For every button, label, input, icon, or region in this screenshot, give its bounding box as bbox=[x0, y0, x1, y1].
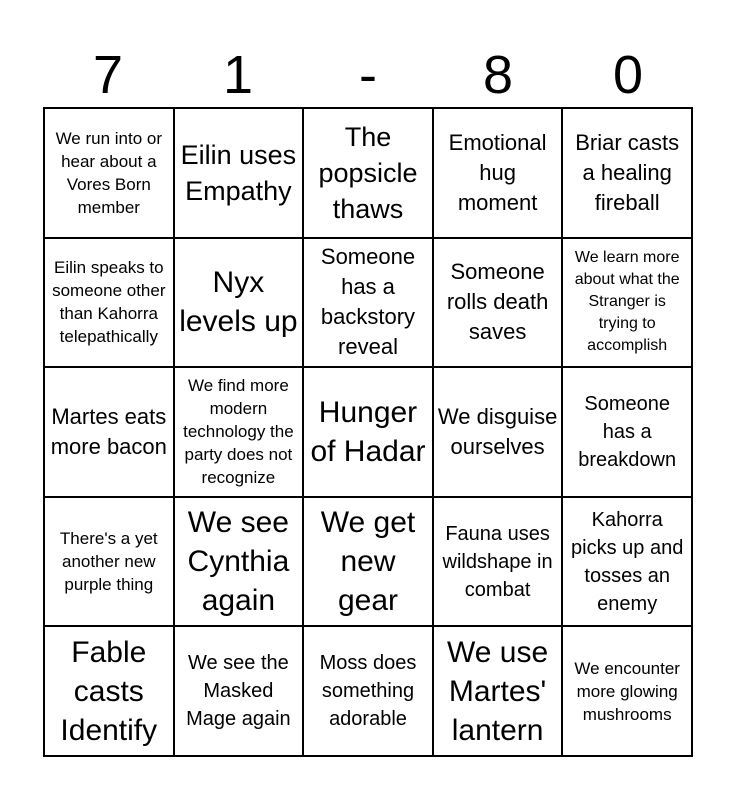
cell-text: We learn more about what the Stranger is trying to accomplish bbox=[574, 249, 680, 355]
header-letter: - bbox=[359, 45, 377, 105]
cell-text: We run into or hear about a Vores Born member bbox=[55, 128, 163, 217]
cell-text: The popsicle thaws bbox=[318, 121, 418, 224]
cell-text: Someone rolls death saves bbox=[446, 259, 549, 345]
bingo-cell[interactable] bbox=[174, 108, 304, 238]
cell-text: Briar casts a healing fireball bbox=[575, 129, 680, 215]
bingo-cell[interactable] bbox=[44, 497, 174, 627]
bingo-cell[interactable] bbox=[44, 238, 174, 368]
bingo-cell[interactable] bbox=[44, 367, 174, 497]
bingo-cell[interactable] bbox=[433, 108, 563, 238]
header-letter: 1 bbox=[222, 45, 254, 105]
bingo-cell[interactable] bbox=[174, 626, 304, 756]
bingo-cell[interactable] bbox=[174, 497, 304, 627]
cell-text: We see Cynthia again bbox=[187, 506, 290, 618]
cell-text: Fable casts Identify bbox=[60, 635, 158, 747]
bingo-cell[interactable] bbox=[433, 626, 563, 756]
header-letter: 8 bbox=[482, 45, 514, 105]
bingo-cell[interactable] bbox=[303, 497, 433, 627]
cell-text: There's a yet another new purple thing bbox=[59, 529, 158, 595]
cell-text: Eilin uses Empathy bbox=[180, 139, 297, 206]
cell-text: Moss does something adorable bbox=[319, 652, 417, 731]
cell-text: Martes eats more bacon bbox=[50, 403, 167, 459]
header-letter: 7 bbox=[92, 45, 124, 105]
bingo-cell[interactable] bbox=[303, 367, 433, 497]
cell-text: Eilin speaks to someone other than Kahorra telepathically bbox=[52, 258, 166, 347]
cell-text: Someone has a breakdown bbox=[578, 392, 677, 471]
bingo-grid bbox=[43, 107, 693, 757]
bingo-cell[interactable] bbox=[562, 497, 692, 627]
bingo-cell[interactable] bbox=[174, 238, 304, 368]
bingo-cell[interactable] bbox=[303, 238, 433, 368]
bingo-cell[interactable] bbox=[433, 497, 563, 627]
bingo-cell[interactable] bbox=[562, 108, 692, 238]
bingo-cell[interactable] bbox=[174, 367, 304, 497]
cell-text: Fauna uses wildshape in combat bbox=[442, 522, 553, 601]
header-letter: 0 bbox=[612, 45, 644, 105]
bingo-header bbox=[43, 40, 693, 110]
cell-text: We see the Masked Mage again bbox=[186, 652, 291, 731]
cell-text: Emotional hug moment bbox=[448, 129, 547, 215]
cell-text: Kahorra picks up and tosses an enemy bbox=[571, 508, 684, 615]
cell-text: We find more modern technology the party does not recognize bbox=[183, 376, 294, 488]
cell-text: We get new gear bbox=[320, 506, 416, 618]
bingo-cell[interactable] bbox=[433, 367, 563, 497]
bingo-cell[interactable] bbox=[562, 238, 692, 368]
cell-text: We use Martes' lantern bbox=[447, 635, 549, 747]
bingo-cell[interactable] bbox=[562, 367, 692, 497]
bingo-cell[interactable] bbox=[433, 238, 563, 368]
bingo-cell[interactable] bbox=[44, 108, 174, 238]
cell-text: Someone has a backstory reveal bbox=[320, 244, 416, 360]
cell-text: We encounter more glowing mushrooms bbox=[574, 658, 680, 724]
bingo-cell[interactable] bbox=[44, 626, 174, 756]
bingo-cell[interactable] bbox=[562, 626, 692, 756]
bingo-cell[interactable] bbox=[303, 108, 433, 238]
bingo-cell[interactable] bbox=[303, 626, 433, 756]
cell-text: We disguise ourselves bbox=[437, 403, 558, 459]
cell-text: Nyx levels up bbox=[179, 266, 298, 339]
cell-text: Hunger of Hadar bbox=[310, 395, 426, 468]
